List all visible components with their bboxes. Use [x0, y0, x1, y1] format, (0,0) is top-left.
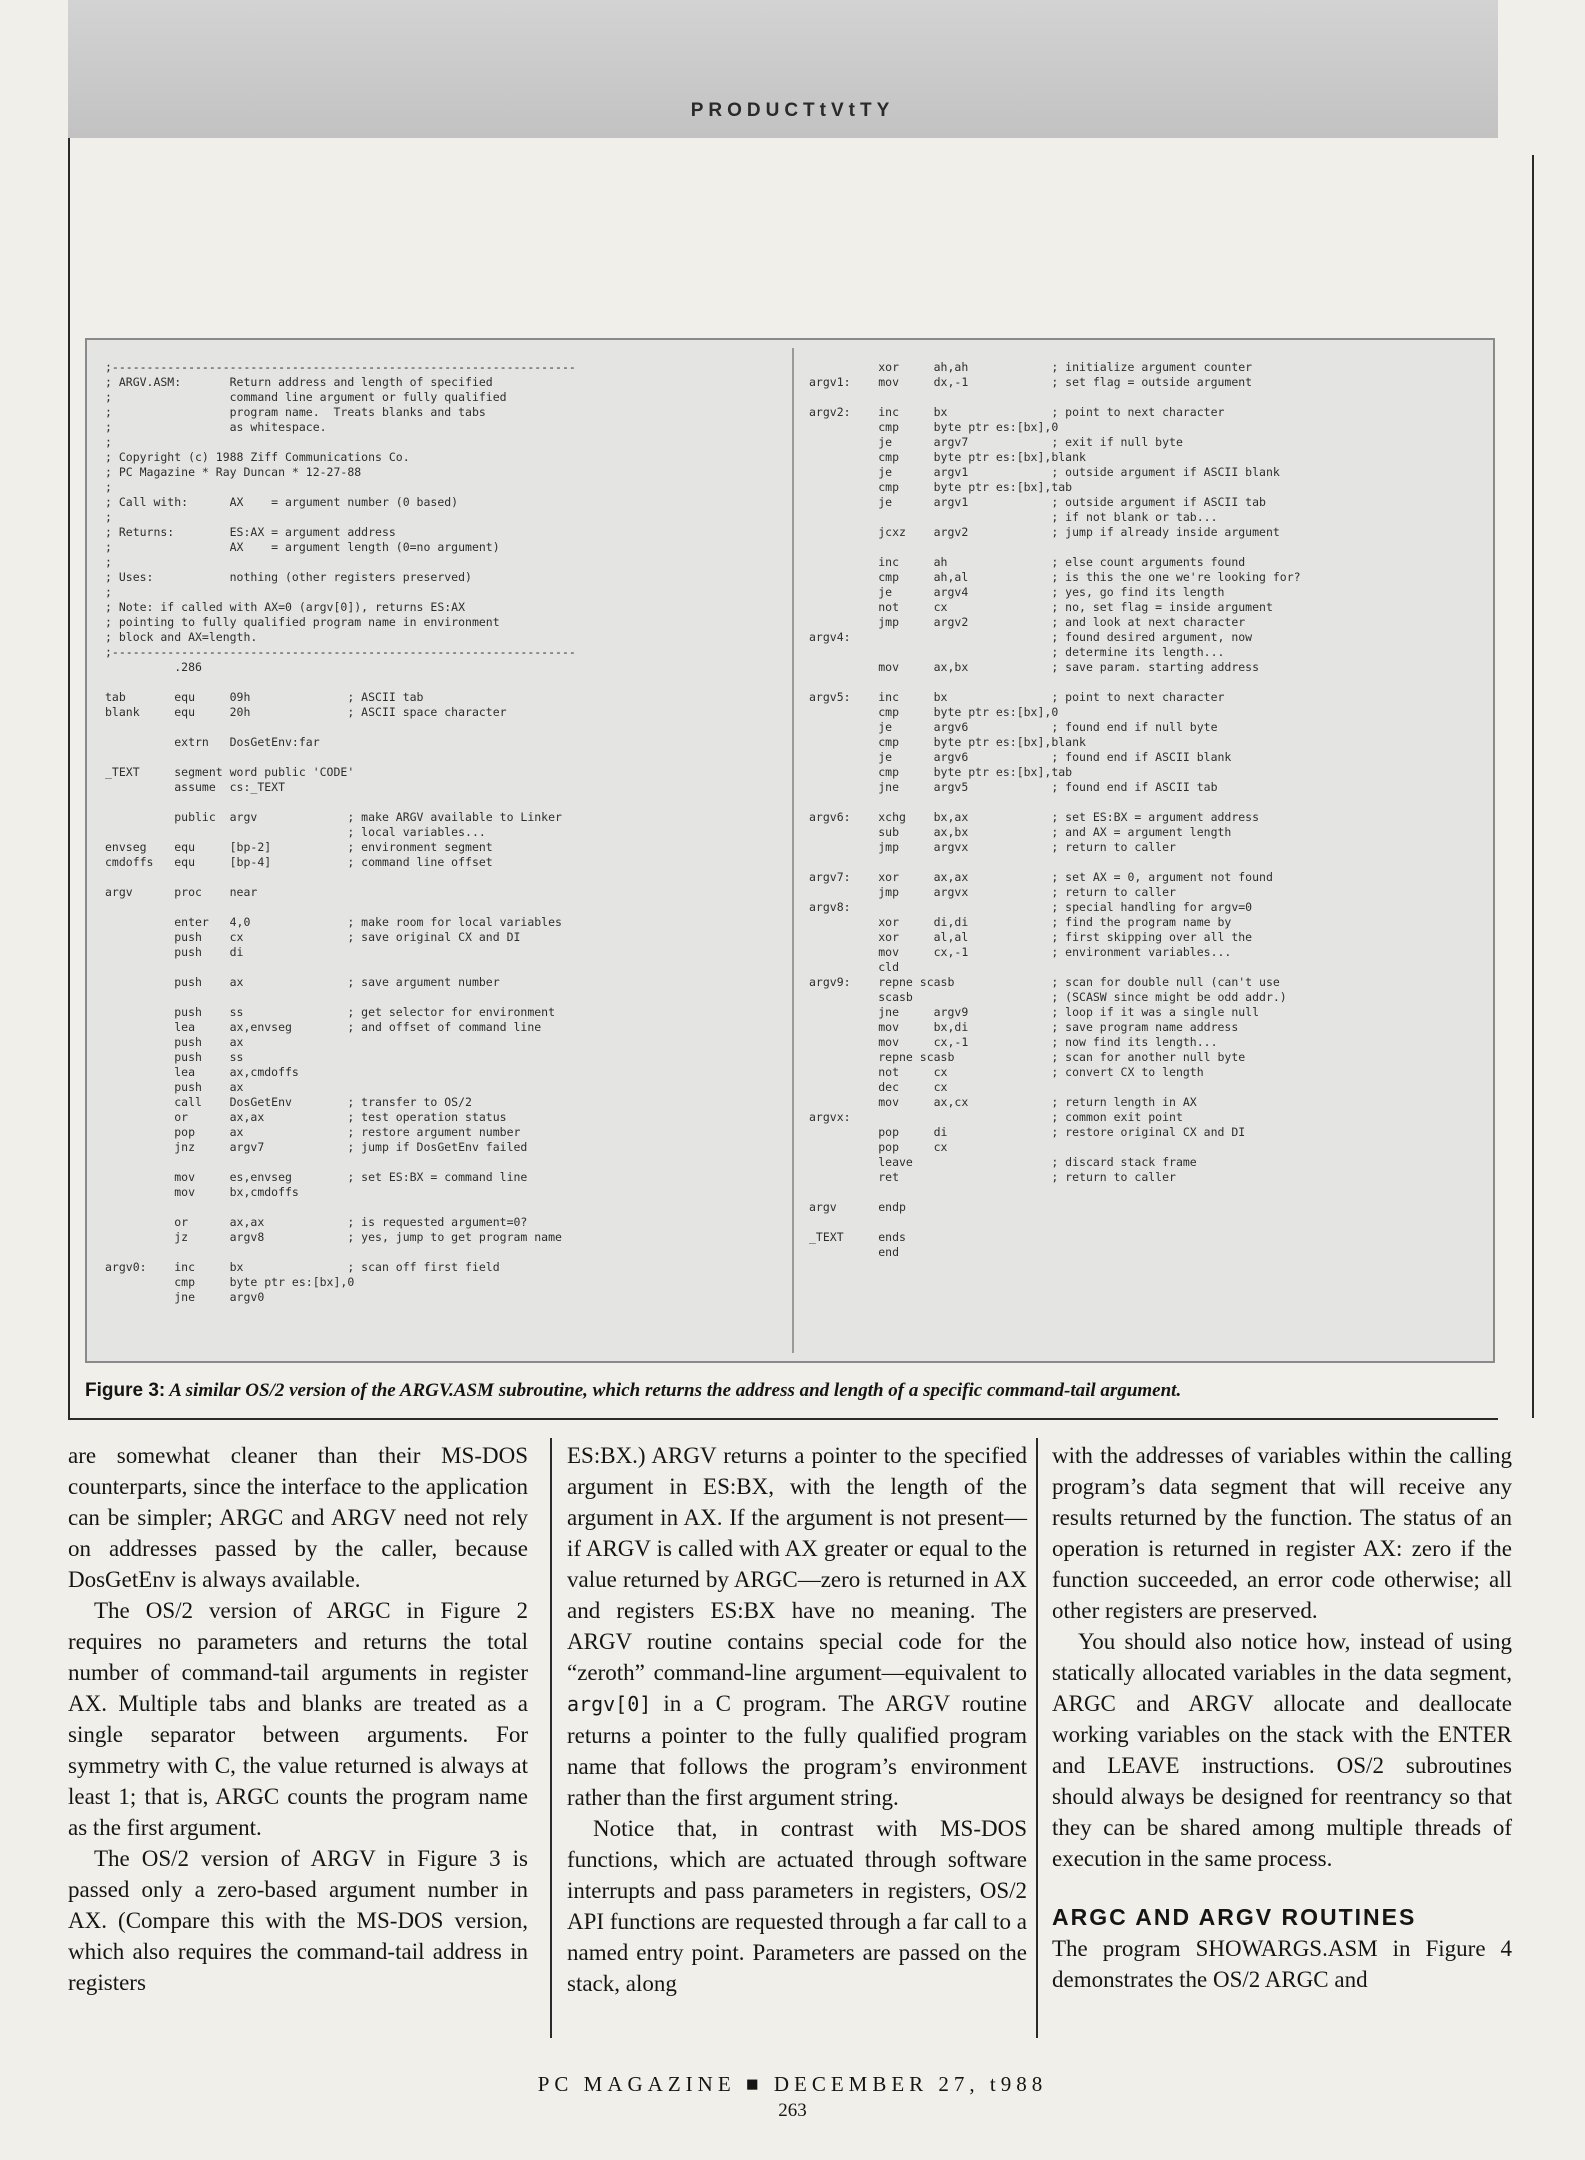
- paragraph: [567, 1440, 1027, 1813]
- text-column-1: [68, 1440, 528, 1998]
- inline-code: argv[0]: [567, 1692, 652, 1716]
- caption-text: A similar OS/2 version of the ARGV.ASM subroutine, which returns the address and length of a specific command-tail argument.: [165, 1380, 1182, 1401]
- magazine-footer: PC MAGAZINE ■ DECEMBER 27, t988: [537, 2072, 1048, 2096]
- listing-divider: [792, 348, 794, 1353]
- code-listing-box: [85, 338, 1495, 1363]
- caption-rule: [68, 1418, 1498, 1420]
- paragraph: with the addresses of variables within the calling program’s data segment that will receive any results returned by the function. The status of an operation is returned in register AX: zero if the function succeeded, an error code otherwise; all other registers are preserved.: [1052, 1443, 1512, 1623]
- frame-rule-left: [68, 138, 70, 1418]
- paragraph: You should also notice how, instead of using statically allocated variables in the data segment, ARGC and ARGV allocate and deallocate working variables on the stack with the ENTER and LEAVE instructions. OS/2 subroutines should always be designed for reentrancy so that they can be shared among multiple threads of execution in the same process.: [1052, 1629, 1512, 1871]
- code-listing-left: ;------------------------------------------------------------------- ; ARGV.ASM: Return address and length of specified ; command line argument or fully qualified ; program name. Treats blanks and tabs ; as whitespace. ; ; Copyright (c) 1988 Ziff Communications Co. ; PC Magazine * Ray Duncan * 12-27-88 ; ; Call with: AX = argument number (0 based) ; ; Returns: ES:AX = argument address ; AX = argument length (0=no argument) ; ; Uses: nothing (other registers preserved) ; ; Note: if called with AX=0 (argv[0]), returns ES:AX ; pointing to fully qualified program name in environment ; block and AX=length. ;------------------------------------------------------------------- .286 tab equ 09h ; ASCII tab blank equ 20h ; ASCII space character extrn DosGetEnv:far _TEXT segment word public 'CODE' assume cs:_TEXT public argv ; make ARGV available to Linker ; local variables... envseg equ [bp-2] ; environment segment cmdoffs equ [bp-4] ; command line offset argv proc near enter 4,0 ; make room for local variables push cx ; save original CX and DI push di push ax ; save argument number push ss ; get selector for environment lea ax,envseg ; and offset of command line push ax push ss lea ax,cmdoffs push ax call DosGetEnv ; transfer to OS/2 or ax,ax ; test operation status pop ax ; restore argument number jnz argv7 ; jump if DosGetEnv failed mov es,envseg ; set ES:BX = command line mov bx,cmdoffs or ax,ax ; is requested argument=0? jz argv8 ; yes, jump to get program name argv0: inc bx ; scan off first field cmp byte ptr es:[bx],0 jne argv0: [105, 360, 576, 1304]
- caption-label: Figure 3:: [85, 1380, 166, 1401]
- section-heading: ARGC AND ARGV ROUTINES: [1052, 1904, 1417, 1930]
- paragraph-text: in a C program. The ARGV routine returns a pointer to the fully qualified program name that follows the program’s environment rather than the first argument string.: [567, 1691, 1027, 1810]
- paragraph: Notice that, in contrast with MS-DOS functions, which are actuated through software interrupts and pass parameters in registers, OS/2 API functions are requested through a far call to a named entry point. Parameters are passed on the stack, along: [567, 1816, 1027, 1996]
- column-rule: [1036, 1438, 1038, 2038]
- paragraph: The program SHOWARGS.ASM in Figure 4 demonstrates the OS/2 ARGC and: [1052, 1936, 1512, 1992]
- paragraph: The OS/2 version of ARGV in Figure 3 is passed only a zero-based argument number in AX. (Compare this with the MS-DOS version, which also requires the command-tail address in registers: [68, 1846, 528, 1995]
- frame-rule-right: [1532, 155, 1534, 1418]
- paragraph: The OS/2 version of ARGC in Figure 2 requires no parameters and returns the total number of command-tail arguments in register AX. Multiple tabs and blanks are treated as a single separator between arguments. For symmetry with C, the value returned is always at least 1; that is, ARGC counts the program name as the first argument.: [68, 1598, 528, 1840]
- code-listing-right: xor ah,ah ; initialize argument counter argv1: mov dx,-1 ; set flag = outside argument argv2: inc bx ; point to next character cmp byte ptr es:[bx],0 je argv7 ; exit if null byte cmp byte ptr es:[bx],blank je argv1 ; outside argument if ASCII blank cmp byte ptr es:[bx],tab je argv1 ; outside argument if ASCII tab ; if not blank or tab... jcxz argv2 ; jump if already inside argument inc ah ; else count arguments found cmp ah,al ; is this the one we're looking for? je argv4 ; yes, go find its length not cx ; no, set flag = inside argument jmp argv2 ; and look at next character argv4: ; found desired argument, now ; determine its length... mov ax,bx ; save param. starting address argv5: inc bx ; point to next character cmp byte ptr es:[bx],0 je argv6 ; found end if null byte cmp byte ptr es:[bx],blank je argv6 ; found end if ASCII blank cmp byte ptr es:[bx],tab jne argv5 ; found end if ASCII tab argv6: xchg bx,ax ; set ES:BX = argument address sub ax,bx ; and AX = argument length jmp argvx ; return to caller argv7: xor ax,ax ; set AX = 0, argument not found jmp argvx ; return to caller argv8: ; special handling for argv=0 xor di,di ; find the program name by xor al,al ; first skipping over all the mov cx,-1 ; environment variables... cld argv9: repne scasb ; scan for double null (can't use scasb ; (SCASW since might be odd addr.) jne argv9 ; loop if it was a single null mov bx,di ; save program name address mov cx,-1 ; now find its length... repne scasb ; scan for another null byte not cx ; convert CX to length dec cx mov ax,cx ; return length in AX argvx: ; common exit point pop di ; restore original CX and DI pop cx leave ; discard stack frame ret ; return to caller argv endp _TEXT ends end: [809, 360, 1301, 1259]
- paragraph-text: ES:BX.) ARGV returns a pointer to the specified argument in ES:BX, with the length of the argument in AX. If the argument is not present—if ARGV is called with AX greater or equal to the value returned by ARGC—zero is returned in AX and registers ES:BX have no meaning. The ARGV routine contains special code for the “zeroth” command-line argument—equivalent to: [567, 1443, 1027, 1685]
- text-column-2: [567, 1440, 1027, 1999]
- column-rule: [550, 1438, 552, 2038]
- paragraph: are somewhat cleaner than their MS-DOS counterparts, since the interface to the application can be simpler; ARGC and ARGV need not rely on addresses passed by the caller, because DosGetEnv is always available.: [68, 1443, 528, 1592]
- page-number: 263: [778, 2100, 807, 2121]
- text-column-3: [1052, 1440, 1512, 1995]
- figure-caption: [85, 1380, 1505, 1402]
- section-label: PRODUCTtVtTY: [690, 100, 895, 121]
